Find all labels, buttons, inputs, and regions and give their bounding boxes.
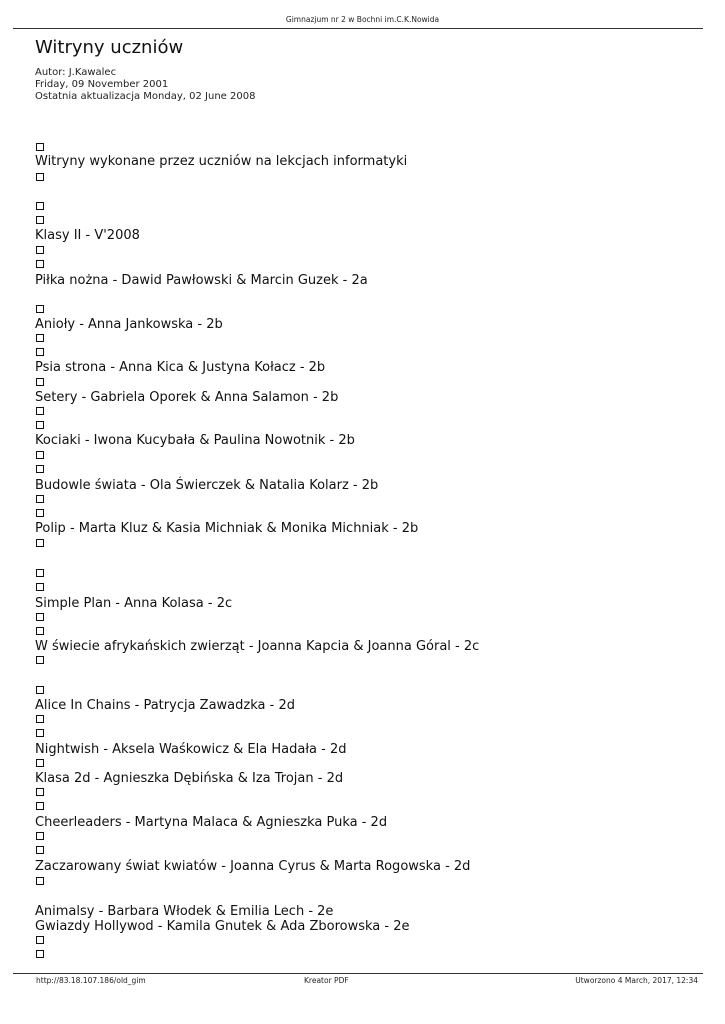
site-link[interactable]: Animalsy - Barbara Włodek & Emilia Lech - 2e xyxy=(35,904,334,919)
footer-url: http://83.18.107.186/old_gim xyxy=(36,976,146,985)
placeholder-box-icon xyxy=(36,421,44,429)
placeholder-box-icon xyxy=(36,509,44,517)
placeholder-box-icon xyxy=(36,802,44,810)
page-title: Witryny uczniów xyxy=(35,37,184,58)
intro-text: Witryny wykonane przez uczniów na lekcjach informatyki xyxy=(35,154,408,169)
placeholder-box-icon xyxy=(36,877,44,885)
footer-generator: Kreator PDF xyxy=(304,976,349,985)
site-link[interactable]: Kociaki - Iwona Kucybała & Paulina Nowotnik - 2b xyxy=(35,433,355,448)
site-link[interactable]: Nightwish - Aksela Waśkowicz & Ela Hadała - 2d xyxy=(35,742,347,757)
updated-line: Ostatnia aktualizacja Monday, 02 June 2008 xyxy=(35,91,256,102)
placeholder-box-icon xyxy=(36,260,44,268)
site-link[interactable]: Setery - Gabriela Oporek & Anna Salamon - 2b xyxy=(35,390,339,405)
placeholder-box-icon xyxy=(36,936,44,944)
page-header: Gimnazjum nr 2 w Bochni im.C.K.Nowida xyxy=(285,15,440,24)
site-link[interactable]: W świecie afrykańskich zwierząt - Joanna Kapcia & Joanna Góral - 2c xyxy=(35,639,480,654)
site-link[interactable]: Cheerleaders - Martyna Malaca & Agnieszka Puka - 2d xyxy=(35,815,388,830)
site-link[interactable]: Psia strona - Anna Kica & Justyna Kołacz - 2b xyxy=(35,360,326,375)
placeholder-box-icon xyxy=(36,846,44,854)
placeholder-box-icon xyxy=(36,378,44,386)
placeholder-box-icon xyxy=(36,216,44,224)
placeholder-box-icon xyxy=(36,334,44,342)
placeholder-box-icon xyxy=(36,715,44,723)
placeholder-box-icon xyxy=(36,305,44,313)
placeholder-box-icon xyxy=(36,348,44,356)
placeholder-box-icon xyxy=(36,729,44,737)
site-link[interactable]: Anioły - Anna Jankowska - 2b xyxy=(35,317,223,332)
placeholder-box-icon xyxy=(36,465,44,473)
placeholder-box-icon xyxy=(36,583,44,591)
author-line: Autor: J.Kawalec xyxy=(35,67,117,78)
placeholder-box-icon xyxy=(36,246,44,254)
placeholder-box-icon xyxy=(36,143,44,151)
placeholder-box-icon xyxy=(36,788,44,796)
placeholder-box-icon xyxy=(36,627,44,635)
footer-divider xyxy=(13,973,703,974)
placeholder-box-icon xyxy=(36,495,44,503)
placeholder-box-icon xyxy=(36,173,44,181)
site-link[interactable]: Polip - Marta Kluz & Kasia Michniak & Monika Michniak - 2b xyxy=(35,521,419,536)
site-link[interactable]: Piłka nożna - Dawid Pawłowski & Marcin Guzek - 2a xyxy=(35,273,368,288)
placeholder-box-icon xyxy=(36,539,44,547)
site-link[interactable]: Budowle świata - Ola Świerczek & Natalia Kolarz - 2b xyxy=(35,478,379,493)
section-heading: Klasy II - V'2008 xyxy=(35,228,140,243)
date-line: Friday, 09 November 2001 xyxy=(35,79,169,90)
placeholder-box-icon xyxy=(36,202,44,210)
placeholder-box-icon xyxy=(36,569,44,577)
site-link[interactable]: Gwiazdy Hollywod - Kamila Gnutek & Ada Zborowska - 2e xyxy=(35,919,410,934)
placeholder-box-icon xyxy=(36,451,44,459)
placeholder-box-icon xyxy=(36,832,44,840)
site-link[interactable]: Simple Plan - Anna Kolasa - 2c xyxy=(35,596,233,611)
site-link[interactable]: Zaczarowany świat kwiatów - Joanna Cyrus & Marta Rogowska - 2d xyxy=(35,859,471,874)
placeholder-box-icon xyxy=(36,656,44,664)
placeholder-box-icon xyxy=(36,407,44,415)
placeholder-box-icon xyxy=(36,613,44,621)
placeholder-box-icon xyxy=(36,686,44,694)
placeholder-box-icon xyxy=(36,759,44,767)
site-link[interactable]: Klasa 2d - Agnieszka Dębińska & Iza Trojan - 2d xyxy=(35,771,344,786)
site-link[interactable]: Alice In Chains - Patrycja Zawadzka - 2d xyxy=(35,698,295,713)
header-divider xyxy=(13,28,703,29)
footer-created: Utworzono 4 March, 2017, 12:34 xyxy=(575,976,698,985)
placeholder-box-icon xyxy=(36,950,44,958)
